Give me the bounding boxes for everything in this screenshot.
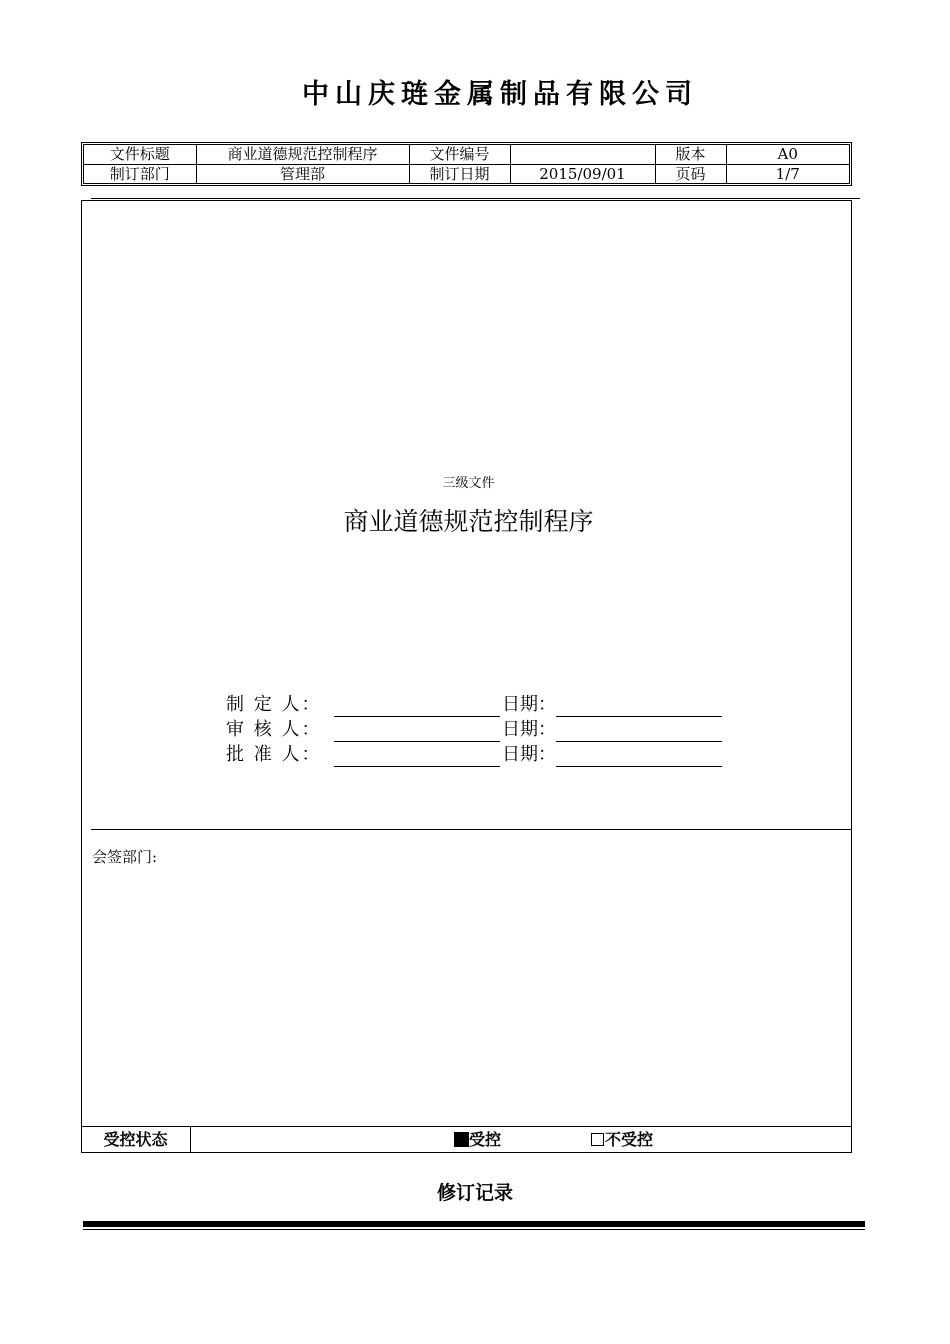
signature-line[interactable] xyxy=(334,723,500,742)
revision-rule-thick xyxy=(83,1221,865,1227)
signature-date-line[interactable] xyxy=(556,748,722,767)
signature-date-line[interactable] xyxy=(556,698,722,717)
signature-line[interactable] xyxy=(334,748,500,767)
cover-frame xyxy=(81,200,852,1153)
signature-label: 审 核 人： xyxy=(226,719,322,740)
document-header-table xyxy=(81,142,852,186)
uncontrolled-option[interactable] xyxy=(591,1127,653,1153)
title-value: 商业道德规范控制程序 xyxy=(196,145,409,164)
signature-date-line[interactable] xyxy=(556,723,722,742)
version-label: 版本 xyxy=(655,145,726,164)
doc-number-value xyxy=(510,145,655,164)
signature-row-reviewer xyxy=(226,718,722,742)
controlled-text: 受控 xyxy=(469,1130,502,1149)
unchecked-box-icon[interactable] xyxy=(591,1133,604,1146)
signature-row-approver xyxy=(226,743,722,767)
signature-date-label: 日期： xyxy=(502,719,556,740)
checked-box-icon[interactable] xyxy=(454,1132,469,1147)
department-label: 制订部门 xyxy=(84,164,196,183)
revision-rule-thin xyxy=(83,1229,865,1230)
doc-number-label: 文件编号 xyxy=(409,145,510,164)
signature-date-label: 日期： xyxy=(502,694,556,715)
uncontrolled-text: 不受控 xyxy=(605,1130,654,1149)
page-label: 页码 xyxy=(655,164,726,183)
signature-row-drafter xyxy=(226,693,722,717)
header-row-2 xyxy=(84,164,849,183)
department-value: 管理部 xyxy=(196,164,409,183)
signature-label: 批 准 人： xyxy=(226,744,322,765)
header-divider xyxy=(91,198,860,199)
signature-label: 制 定 人： xyxy=(226,694,322,715)
signature-line[interactable] xyxy=(334,698,500,717)
control-status-row xyxy=(81,1126,852,1153)
revision-record-title: 修订记录 xyxy=(436,1182,513,1204)
cosign-department-label: 会签部门: xyxy=(92,848,158,866)
version-value: A0 xyxy=(726,145,849,164)
date-value: 2015/09/01 xyxy=(510,164,655,183)
page-value: 1/7 xyxy=(726,164,849,183)
company-name: 中山庆琏金属制品有限公司 xyxy=(302,79,698,110)
controlled-option[interactable] xyxy=(454,1127,501,1153)
signature-date-label: 日期： xyxy=(502,744,556,765)
document-title: 商业道德规范控制程序 xyxy=(343,507,594,536)
document-level: 三级文件 xyxy=(442,476,495,491)
title-label: 文件标题 xyxy=(84,145,196,164)
control-status-label: 受控状态 xyxy=(81,1127,191,1153)
header-row-1 xyxy=(84,145,849,164)
cosign-divider xyxy=(91,829,852,830)
date-label: 制订日期 xyxy=(409,164,510,183)
